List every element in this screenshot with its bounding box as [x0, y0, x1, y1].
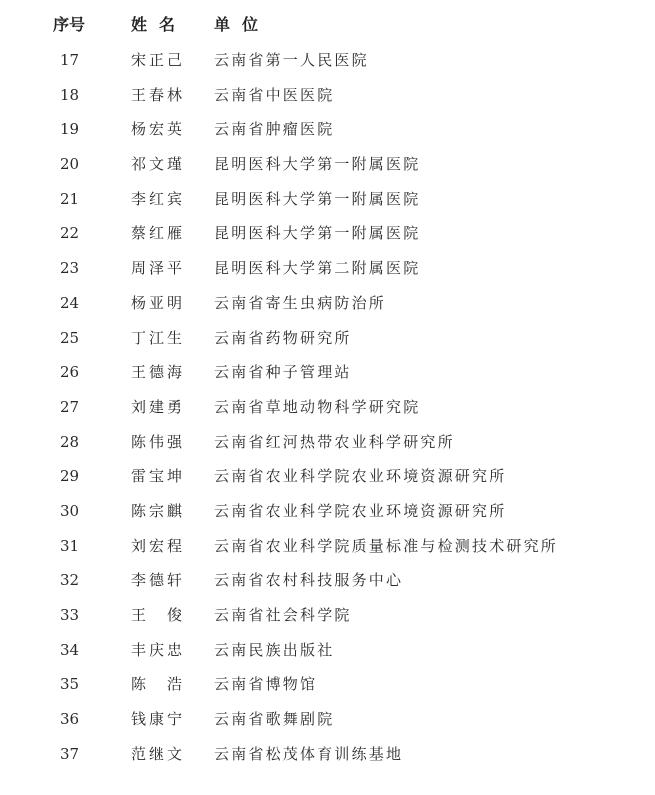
serial-number: 20: [60, 155, 80, 174]
work-unit: 昆明医科大学第一附属医院: [214, 224, 421, 243]
table-row: [0, 737, 655, 772]
table-row: [0, 147, 655, 182]
work-unit: 云南省草地动物科学研究院: [214, 397, 421, 416]
serial-number: 24: [60, 293, 80, 312]
person-name: 刘宏程: [131, 536, 186, 555]
serial-number: 19: [60, 120, 80, 139]
work-unit: 云南省农村科技服务中心: [214, 571, 404, 590]
person-name: 王春林: [131, 85, 186, 104]
table-row: [0, 563, 655, 598]
serial-number: 34: [60, 640, 80, 659]
person-name: 刘建勇: [131, 397, 186, 416]
person-name: 雷宝坤: [131, 467, 186, 486]
person-name: 丰庆忠: [131, 640, 186, 659]
person-name: 蔡红雁: [131, 224, 186, 243]
table-body: [0, 43, 655, 771]
serial-number: 26: [60, 363, 80, 382]
person-name: 杨亚明: [131, 293, 186, 312]
header-unit: 单位: [214, 15, 271, 34]
work-unit: 云南省红河热带农业科学研究所: [214, 432, 455, 451]
serial-number: 29: [60, 467, 80, 486]
table-header: [0, 12, 655, 38]
person-name: 陈 浩: [131, 675, 186, 694]
serial-number: 23: [60, 259, 80, 278]
person-name: 杨宏英: [131, 120, 186, 139]
work-unit: 云南省农业科学院农业环境资源研究所: [214, 467, 507, 486]
work-unit: 云南民族出版社: [214, 640, 335, 659]
person-name: 陈宗麒: [131, 501, 186, 520]
serial-number: 25: [60, 328, 80, 347]
table-row: [0, 494, 655, 529]
table-row: [0, 321, 655, 356]
serial-number: 30: [60, 501, 80, 520]
work-unit: 昆明医科大学第一附属医院: [214, 155, 421, 174]
work-unit: 云南省寄生虫病防治所: [214, 293, 387, 312]
serial-number: 18: [60, 85, 80, 104]
serial-number: 36: [60, 710, 80, 729]
serial-number: 37: [60, 744, 80, 763]
table-row: [0, 425, 655, 460]
serial-number: 31: [60, 536, 80, 555]
work-unit: 云南省歌舞剧院: [214, 710, 335, 729]
serial-number: 35: [60, 675, 80, 694]
table-row: [0, 355, 655, 390]
work-unit: 昆明医科大学第二附属医院: [214, 259, 421, 278]
table-row: [0, 459, 655, 494]
table-row: [0, 633, 655, 668]
person-name: 钱康宁: [131, 710, 186, 729]
table-row: [0, 286, 655, 321]
person-name: 李德轩: [131, 571, 186, 590]
table-row: [0, 112, 655, 147]
person-name: 祁文瑾: [131, 155, 186, 174]
work-unit: 云南省农业科学院质量标准与检测技术研究所: [214, 536, 559, 555]
work-unit: 云南省第一人民医院: [214, 51, 369, 69]
person-name: 丁江生: [131, 328, 186, 347]
work-unit: 云南省博物馆: [214, 675, 318, 694]
work-unit: 云南省松茂体育训练基地: [214, 744, 404, 763]
person-name: 王德海: [131, 363, 186, 382]
serial-number: 33: [60, 606, 80, 624]
serial-number: 17: [60, 51, 80, 69]
table-row: [0, 598, 655, 633]
header-name: 姓名: [131, 15, 188, 34]
serial-number: 22: [60, 224, 80, 243]
person-name: 王 俊: [131, 606, 186, 624]
person-name: 宋正己: [131, 51, 186, 69]
person-name: 范继文: [131, 744, 186, 763]
serial-number: 21: [60, 189, 80, 208]
work-unit: 云南省社会科学院: [214, 606, 352, 624]
person-name: 周泽平: [131, 259, 186, 278]
serial-number: 27: [60, 397, 80, 416]
table-row: [0, 667, 655, 702]
table-row: [0, 390, 655, 425]
work-unit: 云南省中医医院: [214, 85, 335, 104]
work-unit: 云南省农业科学院农业环境资源研究所: [214, 501, 507, 520]
table-row: [0, 216, 655, 251]
person-name: 李红宾: [131, 189, 186, 208]
table-row: [0, 702, 655, 737]
table-row: [0, 529, 655, 564]
serial-number: 32: [60, 571, 80, 590]
work-unit: 云南省肿瘤医院: [214, 120, 335, 139]
table-row: [0, 251, 655, 286]
table-row: [0, 78, 655, 113]
serial-number: 28: [60, 432, 80, 451]
work-unit: 昆明医科大学第一附属医院: [214, 189, 421, 208]
header-serial-number: 序号: [53, 15, 86, 34]
work-unit: 云南省种子管理站: [214, 363, 352, 382]
table-row: [0, 43, 655, 78]
work-unit: 云南省药物研究所: [214, 328, 352, 347]
table-row: [0, 182, 655, 217]
person-name: 陈伟强: [131, 432, 186, 451]
